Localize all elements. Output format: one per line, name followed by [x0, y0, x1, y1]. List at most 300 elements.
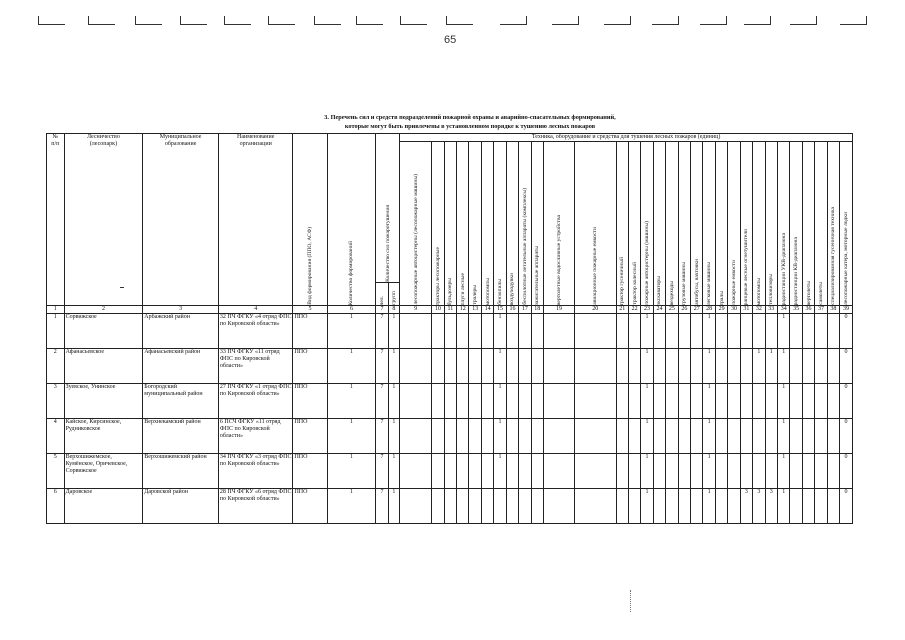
- cell-equipment-17: [519, 489, 531, 524]
- cell-equipment-9: [400, 384, 432, 419]
- header-row-top: [47, 134, 853, 142]
- cell-equipment-11: [444, 454, 456, 489]
- cell-equipment-27: [691, 314, 703, 349]
- cell-equipment-36: [802, 454, 814, 489]
- header-equipment-14: мотопомпы: [481, 142, 493, 306]
- cell-municipal: Верхнекамский район: [143, 419, 219, 454]
- header-equipment-33: тепловизоры: [765, 142, 777, 306]
- cell-equipment-26: [678, 349, 690, 384]
- column-number: 16: [506, 306, 518, 314]
- cell-equipment-35: [790, 419, 802, 454]
- cell-equipment-24: [653, 419, 665, 454]
- cell-equipment-20: [575, 349, 616, 384]
- cell-equipment-27: [691, 419, 703, 454]
- table-row: [47, 454, 853, 489]
- cell-equipment-11: [444, 349, 456, 384]
- cell-org: 28 ПЧ ФГКУ «6 отряд ФПС по Кировской области»: [218, 489, 293, 524]
- cell-kind: ППО: [293, 454, 327, 489]
- header-equipment-37: самолеты: [815, 142, 827, 306]
- cell-equipment-26: [678, 384, 690, 419]
- header-equipment-29: тралы: [715, 142, 727, 306]
- column-number: 35: [790, 306, 802, 314]
- cell-equipment-34: 1: [777, 349, 789, 384]
- cell-kind: ППО: [293, 384, 327, 419]
- cell-kind: ППО: [293, 349, 327, 384]
- cell-equipment-36: [802, 489, 814, 524]
- cell-equipment-17: [519, 314, 531, 349]
- cell-equipment-23: 1: [641, 419, 653, 454]
- cell-equipment-22: [628, 349, 640, 384]
- cell-equipment-19: [544, 489, 575, 524]
- cell-people: 7: [376, 349, 388, 384]
- cell-municipal: Богородский муниципальный район: [143, 384, 219, 419]
- cell-equipment-28: 1: [703, 419, 715, 454]
- cell-equipment-14: [481, 419, 493, 454]
- cell-equipment-9: [400, 314, 432, 349]
- cell-equipment-36: [802, 314, 814, 349]
- cell-equipment-16: [506, 384, 518, 419]
- cell-equipment-38: [827, 489, 839, 524]
- cell-equipment-37: [815, 419, 827, 454]
- stray-mark: [630, 590, 632, 612]
- cell-equipment-26: [678, 419, 690, 454]
- column-number: 23: [641, 306, 653, 314]
- header-equipment-35: радиостанции КВ-диапазона: [790, 142, 802, 306]
- cell-equipment-29: [715, 454, 727, 489]
- cell-equipment-38: [827, 349, 839, 384]
- cell-equipment-21: [616, 314, 628, 349]
- cell-equipment-27: [691, 349, 703, 384]
- cell-equipment-31: [740, 454, 752, 489]
- cell-equipment-34: 1: [777, 384, 789, 419]
- binding-marks: [0, 10, 905, 28]
- cell-equipment-19: [544, 384, 575, 419]
- header-equipment-23: пожарные автоцистерны (машины): [641, 142, 653, 306]
- cell-equipment-30: [728, 419, 740, 454]
- header-equipment-20: авиационные пожарные емкости: [575, 142, 616, 306]
- column-number: 26: [678, 306, 690, 314]
- cell-equipment-10: [432, 384, 444, 419]
- header-equipment-13: тралеры: [469, 142, 481, 306]
- header-kind: Вид формирования (ППО, АСФ): [293, 134, 327, 306]
- cell-people: 7: [376, 419, 388, 454]
- cell-equipment-12: [457, 489, 469, 524]
- header-personnel: Количество сил пожаротушения: [376, 134, 400, 283]
- cell-equipment-13: [469, 384, 481, 419]
- cell-equipment-13: [469, 314, 481, 349]
- cell-groups: 1: [388, 454, 399, 489]
- column-number: 2: [64, 306, 143, 314]
- cell-equipment-30: [728, 349, 740, 384]
- column-number: 20: [575, 306, 616, 314]
- cell-equipment-18: [531, 384, 543, 419]
- column-number: 19: [544, 306, 575, 314]
- cell-equipment-27: [691, 454, 703, 489]
- cell-equipment-31: 3: [740, 489, 752, 524]
- cell-org: 6 ПСЧ ФГКУ «11 отряд ФПС по Кировской области»: [218, 419, 293, 454]
- header-personnel-groups: групп: [388, 283, 399, 306]
- cell-equipment-21: [616, 384, 628, 419]
- cell-equipment-13: [469, 419, 481, 454]
- header-equipment-17: беспилотные летательные аппараты (комплексы): [519, 142, 531, 306]
- cell-org: 27 ПЧ ФГКУ «1 отряд ФПС по Кировской области»: [218, 384, 293, 419]
- column-number: 39: [840, 306, 853, 314]
- cell-equipment-9: [400, 454, 432, 489]
- header-equipment-31: ранцевые лесные огнетушители: [740, 142, 752, 306]
- column-number: 36: [802, 306, 814, 314]
- column-number: 21: [616, 306, 628, 314]
- cell-n: 4: [47, 419, 65, 454]
- cell-equipment-30: [728, 489, 740, 524]
- cell-equipment-38: [827, 454, 839, 489]
- cell-equipment-28: 1: [703, 349, 715, 384]
- header-equipment-19: вертолетные водосливные устройства: [544, 142, 575, 306]
- cell-equipment-33: 1: [765, 349, 777, 384]
- cell-equipment-18: [531, 314, 543, 349]
- cell-equipment-25: [666, 454, 678, 489]
- column-number: 14: [481, 306, 493, 314]
- column-number: 31: [740, 306, 752, 314]
- cell-count: 1: [327, 454, 376, 489]
- cell-equipment-39: 0: [840, 349, 853, 384]
- column-number: 3: [143, 306, 219, 314]
- cell-n: 2: [47, 349, 65, 384]
- cell-equipment-18: [531, 454, 543, 489]
- cell-equipment-28: 1: [703, 489, 715, 524]
- table-row: [47, 349, 853, 384]
- cell-count: 1: [327, 489, 376, 524]
- header-equipment-16: воздуходувки: [506, 142, 518, 306]
- cell-equipment-35: [790, 314, 802, 349]
- cell-org: 34 ПЧ ФГКУ «3 отряд ФПС по Кировской области»: [218, 454, 293, 489]
- cell-kind: ППО: [293, 419, 327, 454]
- column-number: 32: [753, 306, 765, 314]
- cell-kind: ППО: [293, 489, 327, 524]
- cell-equipment-25: [666, 314, 678, 349]
- cell-equipment-11: [444, 384, 456, 419]
- cell-equipment-19: [544, 349, 575, 384]
- header-equipment-18: зажигательные аппараты: [531, 142, 543, 306]
- header-equipment-25: вездеходы: [666, 142, 678, 306]
- cell-equipment-29: [715, 489, 727, 524]
- cell-equipment-22: [628, 419, 640, 454]
- cell-equipment-20: [575, 489, 616, 524]
- cell-equipment-36: [802, 384, 814, 419]
- cell-people: 7: [376, 314, 388, 349]
- cell-equipment-17: [519, 384, 531, 419]
- cell-people: 7: [376, 454, 388, 489]
- cell-equipment-12: [457, 314, 469, 349]
- header-num: № п/п: [47, 134, 65, 306]
- cell-equipment-35: [790, 489, 802, 524]
- cell-groups: 1: [388, 489, 399, 524]
- cell-groups: 1: [388, 384, 399, 419]
- column-number: 18: [531, 306, 543, 314]
- cell-equipment-12: [457, 419, 469, 454]
- cell-equipment-21: [616, 349, 628, 384]
- cell-equipment-13: [469, 489, 481, 524]
- cell-equipment-16: [506, 454, 518, 489]
- cell-equipment-31: [740, 419, 752, 454]
- header-municipal: Муниципальное образование: [143, 134, 219, 306]
- cell-equipment-22: [628, 314, 640, 349]
- cell-equipment-24: [653, 489, 665, 524]
- column-number: 10: [432, 306, 444, 314]
- cell-equipment-32: [753, 454, 765, 489]
- cell-equipment-32: 1: [753, 349, 765, 384]
- cell-equipment-28: 1: [703, 454, 715, 489]
- header-equipment-28: легковые машины: [703, 142, 715, 306]
- cell-equipment-25: [666, 489, 678, 524]
- header-equipment-12: плуги лесные: [457, 142, 469, 306]
- cell-equipment-10: [432, 314, 444, 349]
- cell-equipment-18: [531, 419, 543, 454]
- cell-equipment-37: [815, 349, 827, 384]
- cell-equipment-23: 1: [641, 384, 653, 419]
- column-number: 17: [519, 306, 531, 314]
- column-number: 6: [327, 306, 376, 314]
- cell-equipment-20: [575, 419, 616, 454]
- cell-equipment-23: 1: [641, 454, 653, 489]
- cell-equipment-27: [691, 489, 703, 524]
- table-title-line-2: которые могут быть привлечены в установленном порядке к тушению лесных пожаров: [344, 123, 596, 130]
- cell-equipment-14: [481, 349, 493, 384]
- column-number: 4: [218, 306, 293, 314]
- cell-equipment-28: 1: [703, 384, 715, 419]
- column-number: 27: [691, 306, 703, 314]
- cell-groups: 1: [388, 349, 399, 384]
- cell-equipment-12: [457, 454, 469, 489]
- cell-forestry: Сорвижское: [64, 314, 143, 349]
- cell-forestry: Зуевское, Унинское: [64, 384, 143, 419]
- cell-equipment-32: 3: [753, 489, 765, 524]
- cell-equipment-36: [802, 419, 814, 454]
- table-title-line-1: 3. Перечень сил и средств подразделений пожарной охраны и аварийно-спасательных формирований,: [324, 114, 616, 121]
- cell-equipment-15: 1: [494, 419, 506, 454]
- cell-equipment-16: [506, 349, 518, 384]
- cell-equipment-38: [827, 419, 839, 454]
- cell-equipment-9: [400, 419, 432, 454]
- cell-equipment-34: 1: [777, 419, 789, 454]
- cell-equipment-20: [575, 384, 616, 419]
- cell-equipment-9: [400, 489, 432, 524]
- column-number: 34: [777, 306, 789, 314]
- cell-equipment-31: [740, 384, 752, 419]
- cell-equipment-33: [765, 454, 777, 489]
- cell-equipment-38: [827, 384, 839, 419]
- cell-equipment-23: 1: [641, 314, 653, 349]
- header-equipment-27: автобусы, вахтовки: [691, 142, 703, 306]
- cell-equipment-39: 0: [840, 419, 853, 454]
- cell-equipment-29: [715, 384, 727, 419]
- cell-n: 5: [47, 454, 65, 489]
- cell-equipment-39: 0: [840, 454, 853, 489]
- cell-equipment-32: [753, 384, 765, 419]
- cell-equipment-19: [544, 454, 575, 489]
- cell-equipment-34: 1: [777, 489, 789, 524]
- cell-equipment-24: [653, 454, 665, 489]
- cell-equipment-37: [815, 489, 827, 524]
- cell-equipment-9: [400, 349, 432, 384]
- column-number: 28: [703, 306, 715, 314]
- cell-count: 1: [327, 384, 376, 419]
- cell-equipment-35: [790, 349, 802, 384]
- cell-equipment-36: [802, 349, 814, 384]
- cell-equipment-17: [519, 419, 531, 454]
- cell-count: 1: [327, 349, 376, 384]
- cell-equipment-31: [740, 314, 752, 349]
- cell-equipment-32: [753, 419, 765, 454]
- column-number: 37: [815, 306, 827, 314]
- cell-n: 1: [47, 314, 65, 349]
- cell-forestry: Афанасьевское: [64, 349, 143, 384]
- cell-equipment-14: [481, 314, 493, 349]
- column-number: 9: [400, 306, 432, 314]
- cell-equipment-21: [616, 489, 628, 524]
- header-equipment-9: лесопожарные автоцистерны (лесопожарные машины): [400, 142, 432, 306]
- cell-equipment-34: 1: [777, 454, 789, 489]
- header-organization: Наименование организации: [218, 134, 293, 306]
- cell-equipment-24: [653, 349, 665, 384]
- cell-forestry: Кайское, Кирсинское, Рудниковское: [64, 419, 143, 454]
- header-equipment-group: Техника, оборудование и средства для тушения лесных пожаров (единиц): [400, 134, 853, 142]
- cell-equipment-12: [457, 349, 469, 384]
- column-number: 12: [457, 306, 469, 314]
- cell-equipment-33: 3: [765, 489, 777, 524]
- cell-equipment-29: [715, 419, 727, 454]
- cell-equipment-34: 1: [777, 314, 789, 349]
- header-equipment-15: бензопилы: [494, 142, 506, 306]
- cell-equipment-11: [444, 489, 456, 524]
- cell-equipment-11: [444, 314, 456, 349]
- header-personnel-people: чел.: [376, 283, 388, 306]
- cell-equipment-15: [494, 489, 506, 524]
- cell-kind: ППО: [293, 314, 327, 349]
- cell-equipment-15: 1: [494, 314, 506, 349]
- cell-equipment-29: [715, 349, 727, 384]
- cell-equipment-29: [715, 314, 727, 349]
- cell-equipment-26: [678, 314, 690, 349]
- header-equipment-34: радиостанции УКВ-диапазона: [777, 142, 789, 306]
- stray-dash: [120, 287, 124, 288]
- cell-equipment-35: [790, 384, 802, 419]
- column-number: 38: [827, 306, 839, 314]
- cell-equipment-10: [432, 454, 444, 489]
- cell-people: 7: [376, 489, 388, 524]
- cell-municipal: Арбажский район: [143, 314, 219, 349]
- cell-equipment-13: [469, 349, 481, 384]
- cell-n: 6: [47, 489, 65, 524]
- cell-equipment-22: [628, 384, 640, 419]
- column-number: 24: [653, 306, 665, 314]
- cell-equipment-33: [765, 314, 777, 349]
- column-number: 29: [715, 306, 727, 314]
- cell-equipment-13: [469, 454, 481, 489]
- cell-equipment-30: [728, 454, 740, 489]
- column-number: 5: [293, 306, 327, 314]
- cell-equipment-26: [678, 489, 690, 524]
- cell-equipment-35: [790, 454, 802, 489]
- header-equipment-38: специализированная гусеничная техника: [827, 142, 839, 306]
- cell-equipment-17: [519, 454, 531, 489]
- cell-equipment-25: [666, 349, 678, 384]
- cell-equipment-10: [432, 419, 444, 454]
- cell-equipment-33: [765, 384, 777, 419]
- cell-equipment-39: 0: [840, 314, 853, 349]
- page-number: 65: [444, 34, 457, 46]
- cell-equipment-21: [616, 454, 628, 489]
- cell-municipal: Верхошижемский район: [143, 454, 219, 489]
- cell-groups: 1: [388, 314, 399, 349]
- cell-equipment-17: [519, 349, 531, 384]
- cell-equipment-25: [666, 419, 678, 454]
- header-equipment-26: грузовые машины: [678, 142, 690, 306]
- cell-count: 1: [327, 419, 376, 454]
- cell-equipment-15: 1: [494, 454, 506, 489]
- cell-equipment-19: [544, 419, 575, 454]
- cell-count: 1: [327, 314, 376, 349]
- cell-equipment-20: [575, 314, 616, 349]
- header-equipment-39: лесопожарные катера, моторные лодки: [840, 142, 853, 306]
- cell-municipal: Даровской район: [143, 489, 219, 524]
- table-row: [47, 314, 853, 349]
- column-number: 15: [494, 306, 506, 314]
- cell-people: 7: [376, 384, 388, 419]
- column-number: 33: [765, 306, 777, 314]
- cell-equipment-16: [506, 419, 518, 454]
- cell-equipment-19: [544, 314, 575, 349]
- table-row: [47, 419, 853, 454]
- cell-equipment-16: [506, 489, 518, 524]
- column-number: 30: [728, 306, 740, 314]
- cell-equipment-11: [444, 419, 456, 454]
- cell-equipment-23: 1: [641, 349, 653, 384]
- cell-equipment-30: [728, 314, 740, 349]
- column-number: 7: [376, 306, 388, 314]
- cell-equipment-10: [432, 349, 444, 384]
- cell-equipment-38: [827, 314, 839, 349]
- cell-equipment-23: 1: [641, 489, 653, 524]
- column-number: 11: [444, 306, 456, 314]
- cell-equipment-16: [506, 314, 518, 349]
- forces-table: [46, 133, 853, 524]
- cell-groups: 1: [388, 419, 399, 454]
- cell-equipment-28: 1: [703, 314, 715, 349]
- cell-equipment-26: [678, 454, 690, 489]
- header-equipment-32: мотопомпы: [753, 142, 765, 306]
- column-number: 25: [666, 306, 678, 314]
- cell-equipment-10: [432, 489, 444, 524]
- cell-org: 33 ПЧ ФГКУ «11 отряд ФПС по Кировской области»: [218, 349, 293, 384]
- header-equipment-36: вертолеты: [802, 142, 814, 306]
- cell-equipment-25: [666, 384, 678, 419]
- column-number: 1: [47, 306, 65, 314]
- table-row: [47, 384, 853, 419]
- cell-equipment-37: [815, 454, 827, 489]
- header-equipment-21: трактор гусеничный: [616, 142, 628, 306]
- cell-municipal: Афанасьевский район: [143, 349, 219, 384]
- header-count: Количество формирований: [327, 134, 376, 306]
- cell-equipment-27: [691, 384, 703, 419]
- header-equipment-10: тракторы лесопожарные: [432, 142, 444, 306]
- cell-equipment-20: [575, 454, 616, 489]
- cell-equipment-22: [628, 489, 640, 524]
- header-equipment-30: пожарные емкости: [728, 142, 740, 306]
- cell-equipment-14: [481, 384, 493, 419]
- table-row: [47, 489, 853, 524]
- cell-equipment-12: [457, 384, 469, 419]
- column-number: 8: [388, 306, 399, 314]
